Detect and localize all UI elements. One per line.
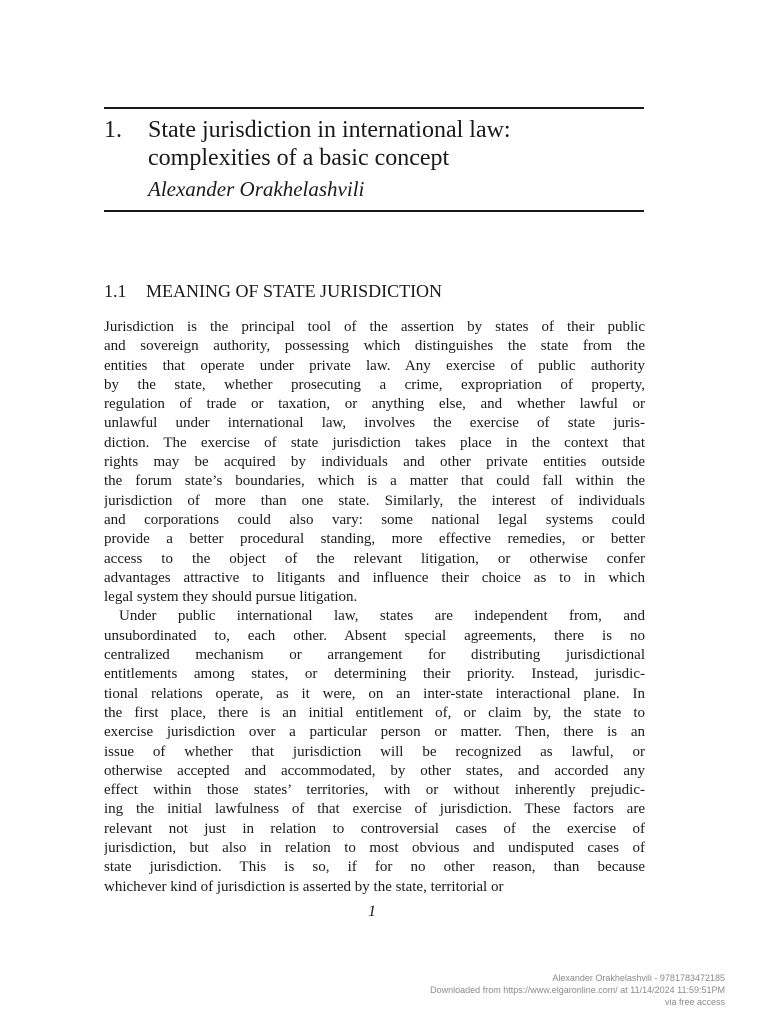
section-title: MEANING OF STATE JURISDICTION: [146, 281, 443, 301]
paragraph-line: provide a better procedural standing, more effective remedies, or better: [104, 531, 645, 548]
paragraph-line: ing the initial lawfulness of that exercise of jurisdiction. These factors are: [104, 801, 645, 818]
paragraph-line: state jurisdiction. This is so, if for no other reason, than because: [104, 859, 645, 876]
paragraph-line: advantages attractive to litigants and influence their choice as to in which: [104, 569, 645, 586]
watermark-line: Alexander Orakhelashvili - 9781783472185: [552, 973, 725, 983]
paragraph-line: tional relations operate, as it were, on an inter-state interactional plane. In: [104, 685, 645, 702]
download-watermark: [430, 972, 725, 1008]
section-number: 1.1: [104, 281, 127, 301]
paragraph-line: entitlements among states, or determining their priority. Instead, jurisdic-: [104, 666, 645, 683]
paragraph-line: regulation of trade or taxation, or anything else, and whether lawful or: [104, 396, 645, 413]
paragraph-line: access to the object of the relevant litigation, or otherwise confer: [104, 550, 645, 567]
paragraph-line: jurisdiction of more than one state. Similarly, the interest of individuals: [104, 492, 645, 509]
bottom-rule: [104, 210, 644, 212]
paragraph-line: unlawful under international law, involves the exercise of state juris-: [104, 415, 645, 432]
paragraph-line: jurisdiction, but also in relation to most obvious and undisputed cases of: [104, 840, 645, 857]
paragraph-line: rights may be acquired by individuals and other private entities outside: [104, 454, 645, 471]
paragraph-line: whichever kind of jurisdiction is asserted by the state, territorial or: [104, 878, 504, 895]
paragraph-line: and sovereign authority, possessing which distinguishes the state from the: [104, 338, 645, 355]
paragraph-line: by the state, whether prosecuting a crime, expropriation of property,: [104, 376, 645, 393]
paragraph-line: issue of whether that jurisdiction will be recognized as lawful, or: [104, 743, 645, 760]
paragraph-line: and corporations could also vary: some national legal systems could: [104, 511, 645, 528]
paragraph-line: relevant not just in relation to controversial cases of the exercise of: [104, 820, 645, 837]
top-rule: [104, 107, 644, 109]
paragraph-line: Under public international law, states are independent from, and: [119, 608, 645, 625]
page-number: 1: [368, 903, 376, 920]
chapter-title-line: State jurisdiction in international law:: [148, 117, 511, 143]
paragraph-line: unsubordinated to, each other. Absent special agreements, there is no: [104, 627, 645, 644]
section-heading: [104, 280, 442, 302]
chapter-title: [148, 116, 648, 172]
paragraph-line: entities that operate under private law. Any exercise of public authority: [104, 357, 645, 374]
paragraph-line: effect within those states’ territories, with or without inherently prejudic-: [104, 782, 645, 799]
watermark-line: via free access: [664, 997, 725, 1007]
paragraph-line: exercise jurisdiction over a particular person or matter. Then, there is an: [104, 724, 645, 741]
paragraph-line: Jurisdiction is the principal tool of the assertion by states of their public: [104, 319, 645, 335]
paragraph-line: the forum state’s boundaries, which is a matter that could fall within the: [104, 473, 645, 490]
paragraph-line: legal system they should pursue litigation.: [104, 589, 358, 606]
paragraph-line: otherwise accepted and accommodated, by other states, and accorded any: [104, 762, 645, 779]
chapter-author: Alexander Orakhelashvili: [148, 177, 365, 201]
paragraph-line: centralized mechanism or arrangement for distributing jurisdictional: [104, 647, 645, 664]
chapter-number: 1.: [104, 117, 122, 143]
paragraph-line: diction. The exercise of state jurisdiction takes place in the context that: [104, 434, 645, 451]
body-text: [104, 318, 645, 897]
chapter-title-line: complexities of a basic concept: [148, 145, 450, 171]
watermark-line: Downloaded from https://www.elgaronline.com/ at 11/14/2024 11:59:51PM: [430, 985, 725, 995]
paragraph-line: the first place, there is an initial entitlement of, or claim by, the state to: [104, 704, 645, 721]
